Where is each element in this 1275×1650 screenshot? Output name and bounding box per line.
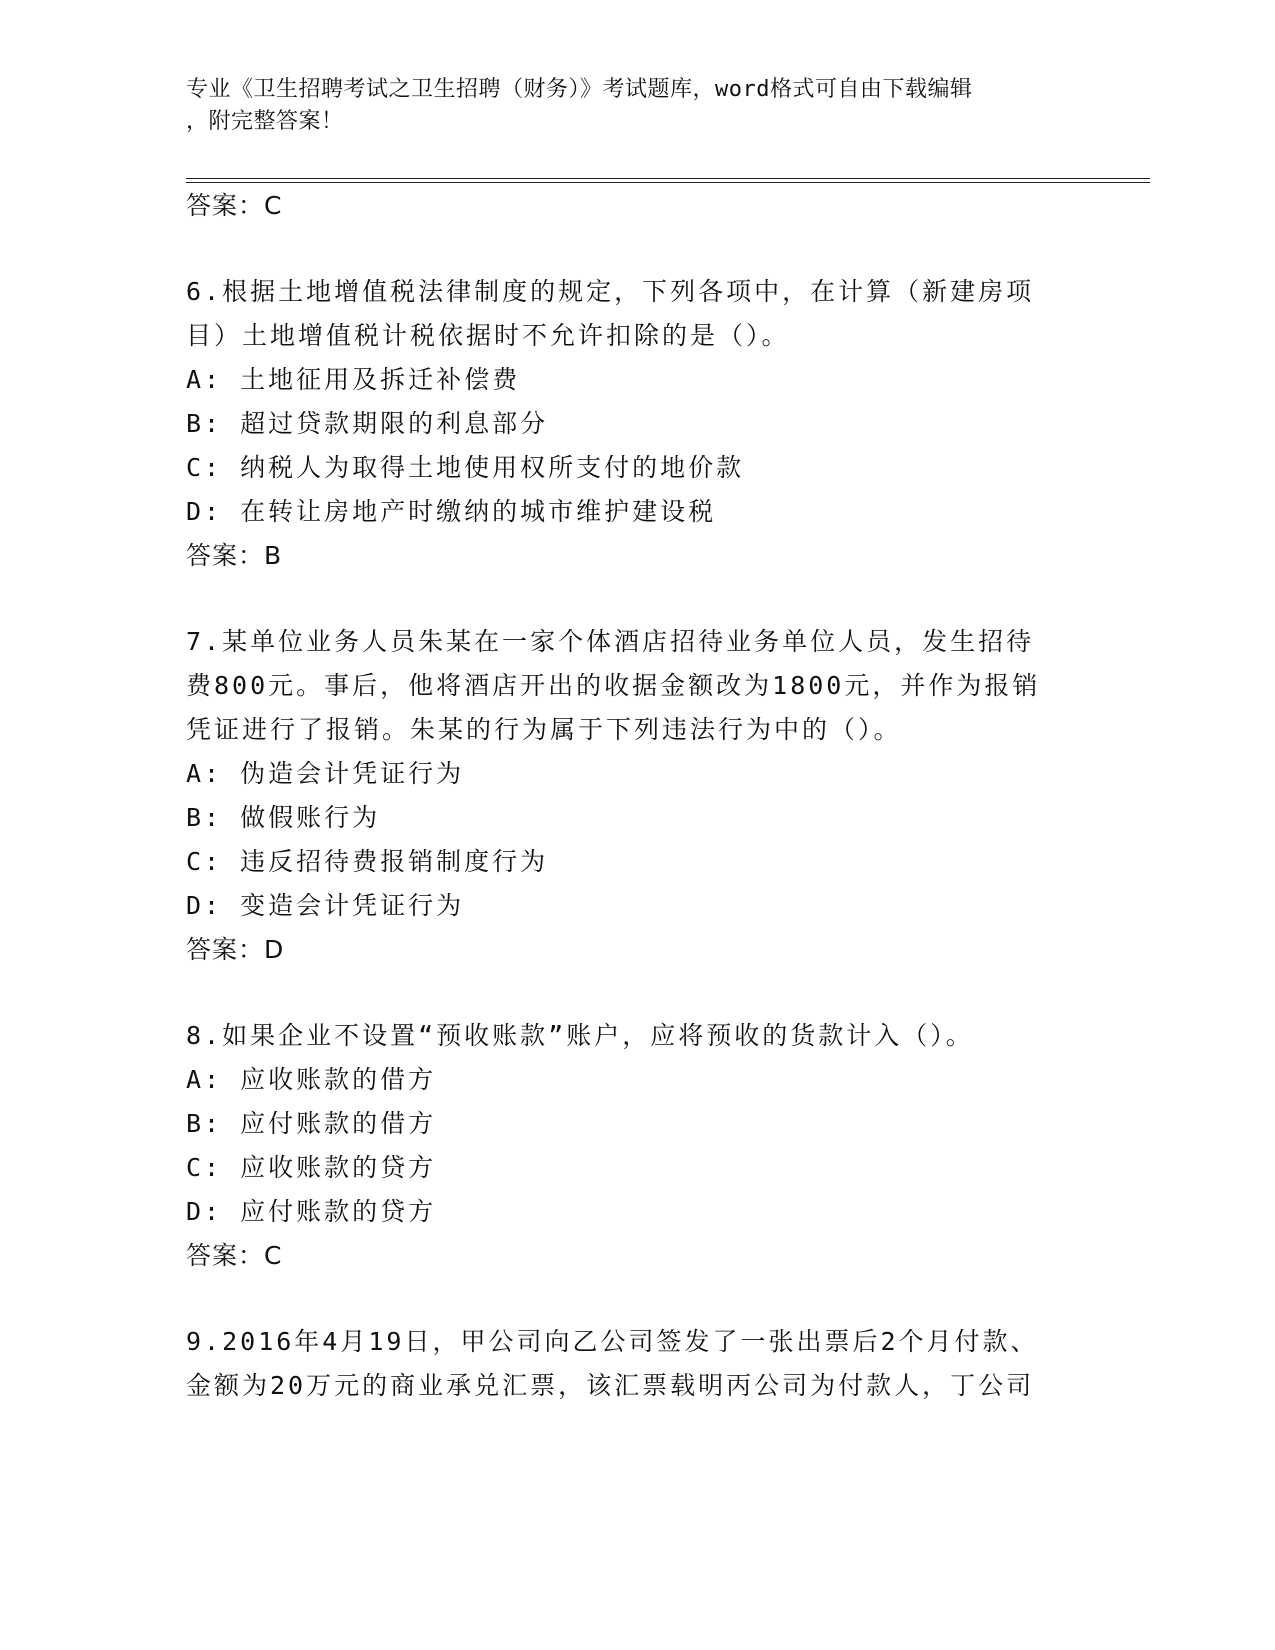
header-rule-top <box>186 178 1150 179</box>
question-7-option-a: A: 伪造会计凭证行为 <box>186 759 465 788</box>
question-7-option-c: C: 违反招待费报销制度行为 <box>186 847 549 876</box>
header-line-1: 专业《卫生招聘考试之卫生招聘（财务）》考试题库，word格式可自由下载编辑 <box>186 77 973 102</box>
header-line-2: ，附完整答案！ <box>186 109 344 134</box>
question-8-option-b: B: 应付账款的借方 <box>186 1109 437 1138</box>
question-6-option-a: A: 土地征用及拆迁补偿费 <box>186 365 521 394</box>
question-7-option-b: B: 做假账行为 <box>186 803 381 832</box>
question-8-option-d: D: 应付账款的贷方 <box>186 1197 437 1226</box>
question-7-answer: 答案：D <box>186 935 285 964</box>
question-9-stem-line-1: 9.2016年4月19日，甲公司向乙公司签发了一张出票后2个月付款、 <box>186 1327 1039 1356</box>
question-7-option-d: D: 变造会计凭证行为 <box>186 891 465 920</box>
question-8-option-a: A: 应收账款的借方 <box>186 1065 437 1094</box>
question-7-stem-line-3: 凭证进行了报销。朱某的行为属于下列违法行为中的（）。 <box>186 715 902 744</box>
document-header <box>186 74 1066 138</box>
question-6-stem-line-2: 目）土地增值税计税依据时不允许扣除的是（）。 <box>186 321 790 350</box>
question-6-option-d: D: 在转让房地产时缴纳的城市维护建设税 <box>186 497 717 526</box>
question-6-stem-line-1: 6.根据土地增值税法律制度的规定，下列各项中，在计算（新建房项 <box>186 277 1035 306</box>
question-7-stem-line-1: 7.某单位业务人员朱某在一家个体酒店招待业务单位人员，发生招待 <box>186 627 1035 656</box>
previous-answer: 答案：C <box>186 191 283 220</box>
question-8-answer: 答案：C <box>186 1241 283 1270</box>
question-6-option-b: B: 超过贷款期限的利息部分 <box>186 409 549 438</box>
question-7-stem-line-2: 费800元。事后，他将酒店开出的收据金额改为1800元，并作为报销 <box>186 671 1041 700</box>
question-8-option-c: C: 应收账款的贷方 <box>186 1153 437 1182</box>
header-rule-bottom <box>186 182 1150 183</box>
question-6-option-c: C: 纳税人为取得土地使用权所支付的地价款 <box>186 453 745 482</box>
question-6-answer: 答案：B <box>186 541 283 570</box>
question-9-stem-line-2: 金额为20万元的商业承兑汇票，该汇票载明丙公司为付款人，丁公司 <box>186 1371 1035 1400</box>
question-8-stem-line-1: 8.如果企业不设置“预收账款”账户，应将预收的货款计入（）。 <box>186 1021 974 1050</box>
